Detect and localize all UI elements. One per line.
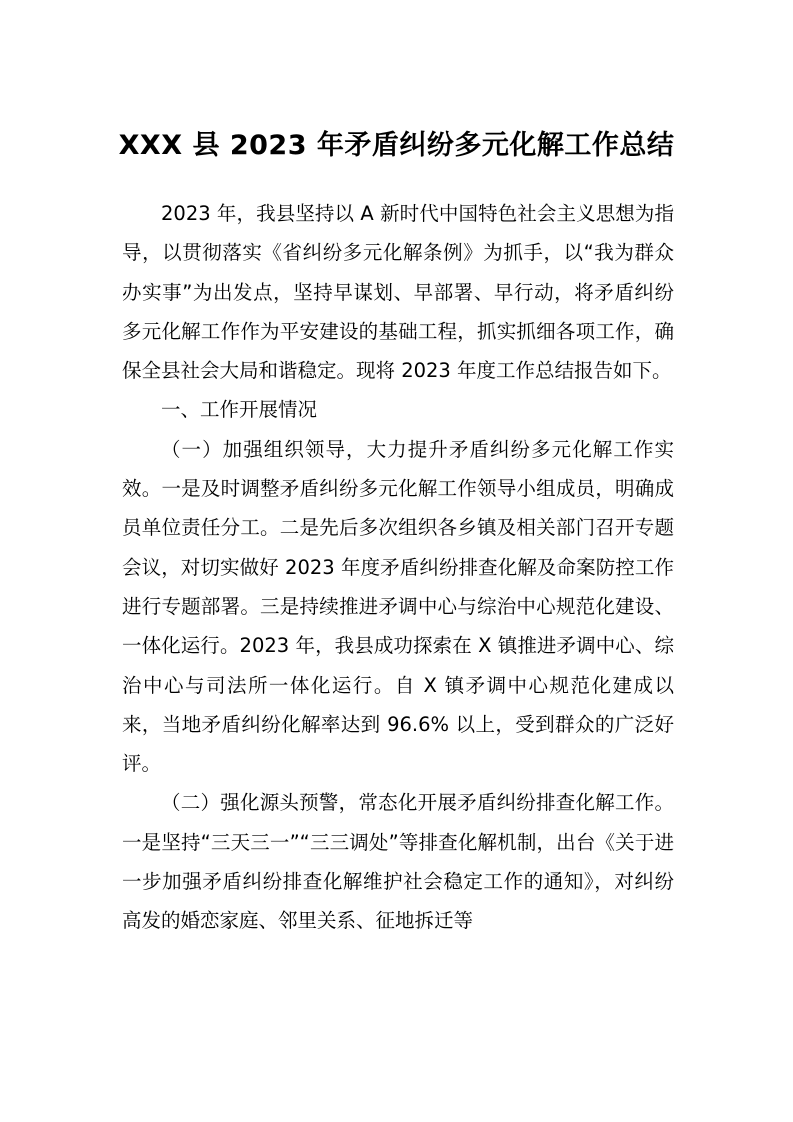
- section-paragraph-1: （一）加强组织领导，大力提升矛盾纠纷多元化解工作实效。一是及时调整矛盾纠纷多元化解工作领导小组成员，明确成员单位责任分工。二是先后多次组织各乡镇及相关部门召开专题会议，对切实做好 2023 年度矛盾纠纷排查化解及命案防控工作进行专题部署。三是持续推进矛调中心与综治中心规范化建设、一体化运行。2023 年，我县成功探索在 X 镇推进矛调中心、综治中心与司法所一体化运行。自 X 镇矛调中心规范化建成以来，当地矛盾纠纷化解率达到 96.6% 以上，受到群众的广泛好评。: [122, 437, 674, 776]
- section-paragraph-2: （二）强化源头预警，常态化开展矛盾纠纷排查化解工作。一是坚持“三天三一”“三三调处”等排查化解机制，出台《关于进一步加强矛盾纠纷排查化解维护社会稳定工作的通知》，对纠纷高发的婚恋家庭、邻里关系、征地拆迁等: [122, 791, 674, 933]
- section-heading: 一、工作开展情况: [161, 398, 318, 422]
- document-body: [122, 194, 674, 941]
- intro-paragraph: 2023 年，我县坚持以 A 新时代中国特色社会主义思想为指导，以贯彻落实《省纠纷多元化解条例》为抓手，以“我为群众办实事”为出发点，坚持早谋划、早部署、早行动，将矛盾纠纷多元化解工作作为平安建设的基础工程，抓实抓细各项工作，确保全县社会大局和谐稳定。现将 2023 年度工作总结报告如下。: [122, 202, 674, 383]
- document-title: XXX 县 2023 年矛盾纠纷多元化解工作总结: [118, 130, 675, 161]
